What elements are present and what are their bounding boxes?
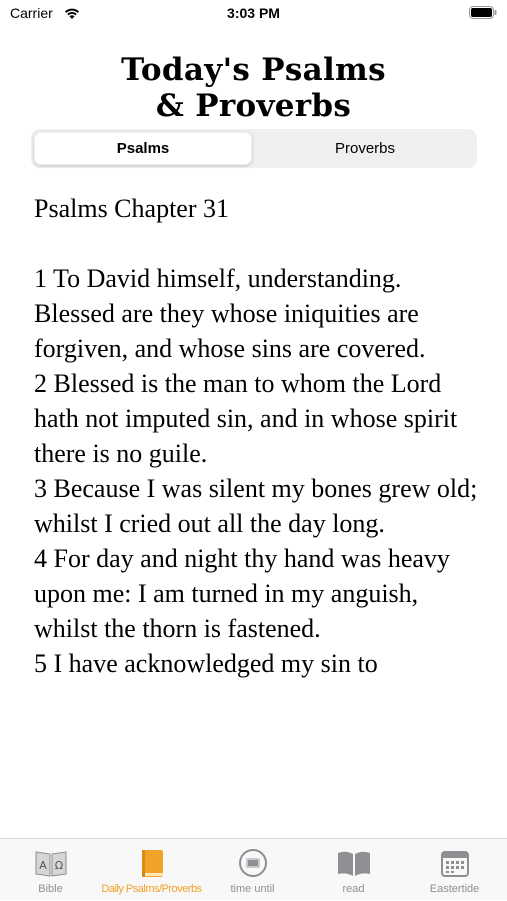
tab-time-until[interactable]	[202, 839, 303, 901]
tab-label: Daily Psalms/Proverbs	[101, 883, 202, 895]
tab-bar	[0, 838, 507, 900]
bible-alpha-omega-icon	[33, 848, 69, 878]
carrier-label: Carrier	[10, 5, 53, 21]
clock-icon	[237, 848, 269, 880]
tab-read[interactable]	[303, 839, 404, 901]
verse: 1 To David himself, understanding. Blessed are they whose iniquities are forgiven, and whose sins are covered.	[34, 264, 426, 363]
verse: 4 For day and night thy hand was heavy upon me: I am turned in my anguish, whilst the thorn is fastened.	[34, 544, 450, 643]
verse: 3 Because I was silent my bones grew old; whilst I cried out all the day long.	[34, 474, 478, 538]
book-icon	[137, 848, 167, 880]
psalms-proverbs-segmented-control	[31, 129, 477, 168]
svg-text:Ω: Ω	[54, 859, 63, 872]
battery-icon	[469, 6, 497, 19]
tab-daily-psalms-proverbs[interactable]	[101, 839, 202, 901]
tab-label: Eastertide	[429, 883, 480, 895]
open-book-icon	[336, 848, 372, 878]
tab-label: time until	[230, 883, 275, 895]
segment-psalms[interactable]: Psalms	[34, 132, 252, 165]
page-title-line2: & Proverbs	[155, 88, 352, 124]
tab-bible[interactable]	[0, 839, 101, 901]
chapter-title: Psalms Chapter 31	[34, 194, 229, 223]
content-fade	[0, 778, 507, 828]
tab-label: read	[342, 883, 365, 895]
svg-text:A: A	[38, 859, 47, 872]
verse: 2 Blessed is the man to whom the Lord hath not imputed sin, and in whose spirit there is no guile.	[34, 369, 458, 468]
status-bar	[0, 0, 507, 28]
scripture-text-view[interactable]	[34, 191, 484, 811]
calendar-icon	[439, 848, 471, 880]
tab-label: Bible	[38, 883, 63, 895]
tab-eastertide[interactable]	[404, 839, 505, 901]
page-title-line1: Today's Psalms	[121, 52, 386, 88]
clock: 3:03 PM	[227, 5, 280, 21]
segment-proverbs[interactable]: Proverbs	[334, 140, 396, 157]
page-title	[0, 52, 507, 124]
verse: 5 I have acknowledged my sin to	[34, 649, 378, 678]
